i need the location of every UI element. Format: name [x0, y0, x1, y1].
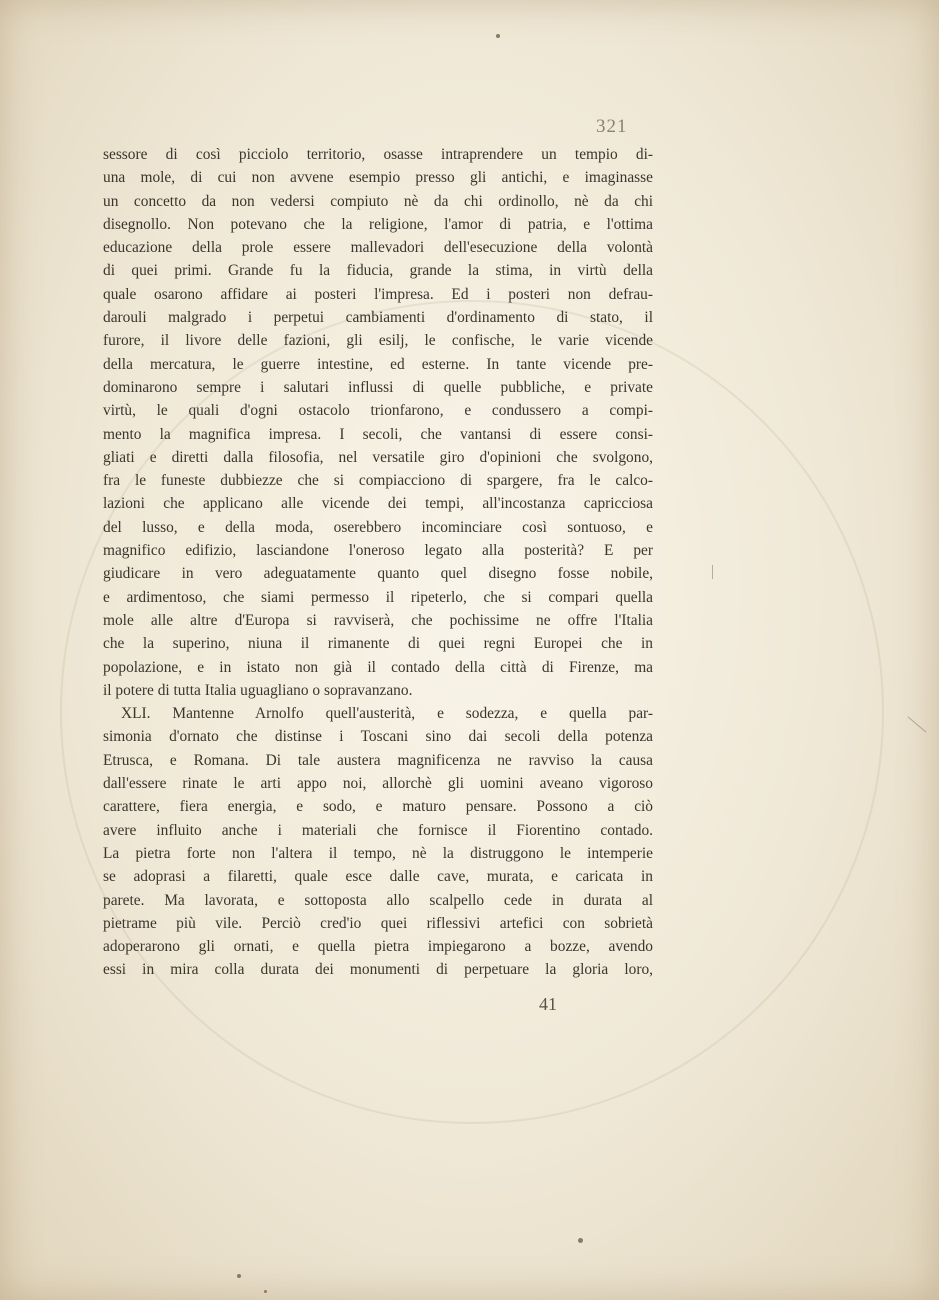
- text-line: giudicare in vero adeguatamente quanto quel disegno fosse nobile,: [103, 565, 653, 583]
- text-line: disegnollo. Non potevano che la religione, l'amor di patria, e l'ottima: [103, 215, 653, 233]
- text-line: Etrusca, e Romana. Di tale austera magnificenza ne ravviso la causa: [103, 751, 653, 769]
- text-line: del lusso, e della moda, oserebbero incominciare così sontuoso, e: [103, 518, 653, 536]
- text-line: della mercatura, le guerre intestine, ed esterne. In tante vicende pre-: [103, 355, 653, 373]
- text-line: dominarono sempre i salutari influssi di quelle pubbliche, e private: [103, 378, 653, 396]
- text-line: La pietra forte non l'altera il tempo, nè la distruggono le intemperie: [103, 844, 653, 862]
- text-line: darouli malgrado i perpetui cambiamenti d'ordinamento di stato, il: [103, 309, 653, 327]
- text-line: popolazione, e in istato non già il contado della città di Firenze, ma: [103, 658, 653, 676]
- text-line: che la superino, niuna il rimanente di quei regni Europei che in: [103, 635, 653, 653]
- text-line: quale osarono affidare ai posteri l'impresa. Ed i posteri non defrau-: [103, 285, 653, 303]
- text-line: dall'essere rinate le arti appo noi, allorchè gli uomini aveano vigoroso: [103, 775, 653, 793]
- paper-speck: [578, 1238, 583, 1243]
- text-line: e ardimentoso, che siami permesso il ripeterlo, che si compari quella: [103, 588, 653, 606]
- text-line: educazione della prole essere mallevadori dell'esecuzione della volontà: [103, 239, 653, 257]
- signature-mark: 41: [539, 994, 557, 1014]
- text-line: una mole, di cui non avvene esempio presso gli antichi, e imaginasse: [103, 169, 653, 187]
- text-line: il potere di tutta Italia uguagliano o sopravanzano.: [103, 681, 413, 699]
- text-line: magnifico edifizio, lasciandone l'oneroso legato alla posterità? E per: [103, 542, 653, 560]
- text-line: lazioni che applicano alle vicende dei tempi, all'incostanza capricciosa: [103, 495, 653, 513]
- text-line: di quei primi. Grande fu la fiducia, grande la stima, in virtù della: [103, 262, 653, 280]
- margin-mark: [712, 565, 713, 579]
- text-line: gliati e diretti dalla filosofia, nel versatile giro d'opinioni che svolgono,: [103, 448, 653, 466]
- paper-speck: [264, 1290, 267, 1293]
- text-line: avere influito anche i materiali che fornisce il Fiorentino contado.: [103, 821, 653, 839]
- paper-speck: [496, 34, 500, 38]
- text-line: carattere, fiera energia, e sodo, e maturo pensare. Possono a ciò: [103, 798, 653, 816]
- text-line: mento la magnifica impresa. I secoli, che vantansi di essere consi-: [103, 425, 653, 443]
- text-line: furore, il livore delle fazioni, gli esilj, le confische, le varie vicende: [103, 332, 653, 350]
- text-line: un concetto da non vedersi compiuto nè da chi ordinollo, nè da chi: [103, 192, 653, 210]
- paper-speck: [237, 1274, 241, 1278]
- page-number: 321: [596, 116, 628, 137]
- text-line: essi in mira colla durata dei monumenti di perpetuare la gloria loro,: [103, 961, 653, 979]
- section-start-line: XLI. Mantenne Arnolfo quell'austerità, e sodezza, e quella par-: [121, 705, 653, 723]
- text-line: sessore di così picciolo territorio, osasse intraprendere un tempio di-: [103, 146, 653, 163]
- text-line: se adoprasi a filaretti, quale esce dalle cave, murata, e caricata in: [103, 868, 653, 886]
- text-line: fra le funeste dubbiezze che si compiacciono di spargere, fra le calco-: [103, 472, 653, 490]
- text-line: simonia d'ornato che distinse i Toscani sino dai secoli della potenza: [103, 728, 653, 746]
- text-line: parete. Ma lavorata, e sottoposta allo scalpello cede in durata al: [103, 891, 653, 909]
- text-line: adoperarono gli ornati, e quella pietra impiegarono a bozze, avendo: [103, 938, 653, 956]
- margin-mark: [907, 716, 926, 732]
- text-line: mole alle altre d'Europa si ravviserà, che pochissime ne offre l'Italia: [103, 611, 653, 629]
- body-text: [103, 143, 653, 982]
- text-line: pietrame più vile. Perciò cred'io quei riflessivi artefici con sobrietà: [103, 914, 653, 932]
- text-line: virtù, le quali d'ogni ostacolo trionfarono, e condussero a compi-: [103, 402, 653, 420]
